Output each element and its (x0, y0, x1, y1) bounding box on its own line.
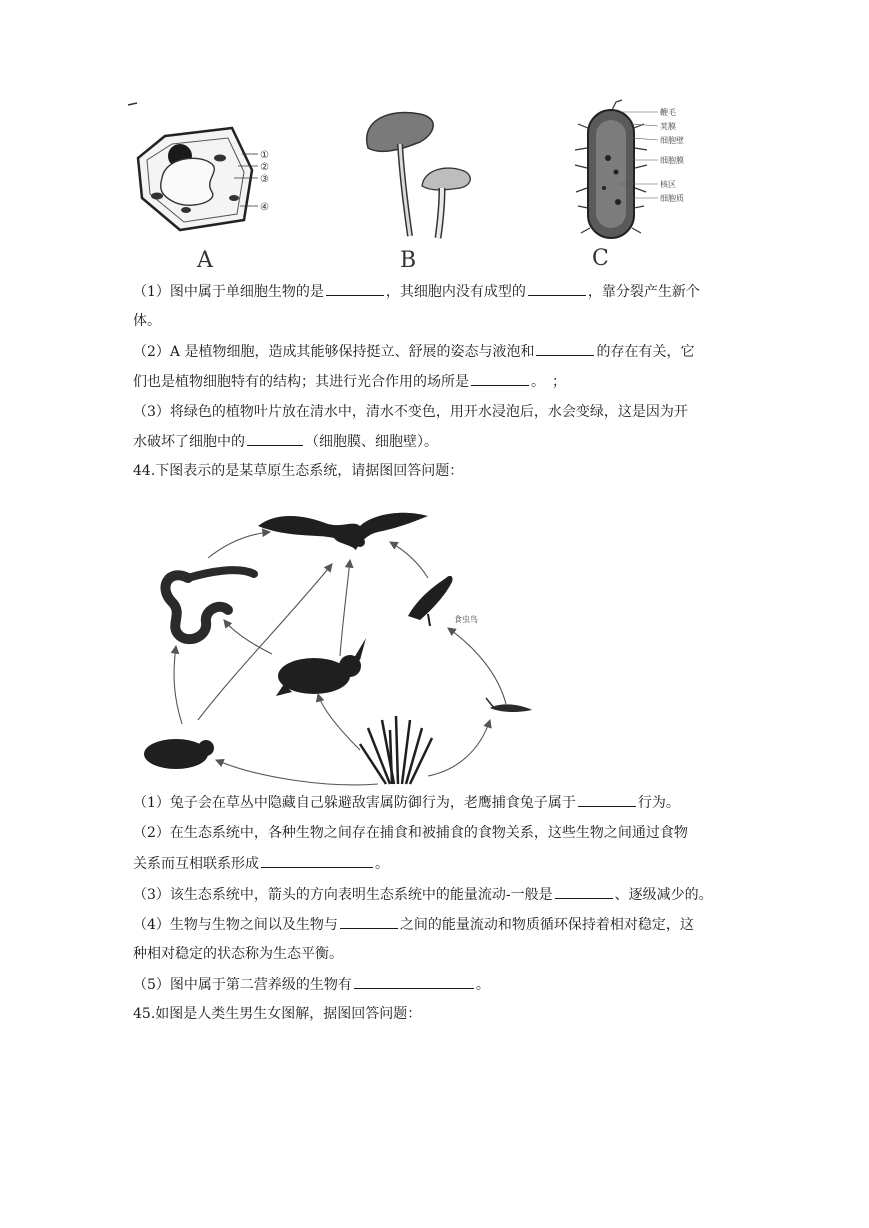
food-web-diagram (128, 498, 558, 790)
plant-cell-diagram (138, 128, 269, 230)
marker-4: ④ (260, 202, 269, 213)
answer-blank[interactable] (578, 792, 636, 807)
answer-blank[interactable] (555, 884, 613, 899)
marker-1: ① (260, 150, 269, 161)
q44-part2-line2 (133, 853, 389, 874)
q43-p1-text-a: （1）图中属于单细胞生物的是 (133, 284, 324, 300)
figure-cells (120, 98, 720, 273)
q43-p2-text-b: 的存在有关，它 (596, 344, 695, 360)
answer-blank[interactable] (536, 341, 594, 356)
figure-label-b: B (400, 248, 417, 273)
q44-p5-text-a: （5）图中属于第二营养级的生物有 (133, 977, 352, 993)
q44-p4-text-b: 之间的能量流动和物质循环保持着相对稳定，这 (399, 917, 694, 933)
q43-part3-line1: （3）将绿色的植物叶片放在清水中，清水不变色，用开水浸泡后，水会变绿，这是因为开 (133, 404, 688, 420)
q44-part5 (133, 974, 490, 995)
answer-blank[interactable] (326, 281, 384, 296)
q43-p1-text-b: ，其细胞内没有成型的 (385, 284, 526, 300)
mouse-silhouette (144, 739, 214, 769)
grass-silhouette (360, 716, 432, 784)
answer-blank[interactable] (247, 431, 303, 446)
q43-p3-text-c: （细胞膜、细胞壁）。 (305, 434, 438, 450)
label-nuclear-region: 核区 (660, 180, 676, 189)
answer-blank[interactable] (471, 371, 529, 386)
q44-part1 (133, 792, 680, 813)
q44-p1-text-a: （1）兔子会在草丛中隐藏自己躲避敌害属防御行为，老鹰捕食兔子属于 (133, 795, 576, 811)
q43-part1-line1 (133, 281, 700, 302)
q45-title: 45.如图是人类生男生女图解，据图回答问题： (133, 1006, 422, 1022)
q44-title: 44.下图表示的是某草原生态系统，请据图回答问题： (133, 463, 464, 479)
label-cell-membrane: 细胞膜 (660, 156, 684, 165)
rabbit-silhouette (276, 638, 366, 696)
answer-blank[interactable] (261, 853, 373, 868)
bacterium-diagram (575, 100, 684, 238)
label-cytoplasm: 细胞质 (660, 194, 684, 203)
grasshopper-silhouette (486, 698, 532, 712)
q43-p2-text-d: 。 ； (531, 374, 566, 390)
q44-part2-line1: （2）在生态系统中，各种生物之间存在捕食和被捕食的食物关系，这些生物之间通过食物 (133, 825, 688, 841)
q44-p2-text-c: 。 (375, 856, 389, 872)
marker-2: ② (260, 162, 269, 173)
answer-blank[interactable] (528, 281, 586, 296)
marker-3: ③ (260, 174, 269, 185)
q43-part1-line2: 体。 (133, 313, 161, 329)
q44-p4-text-a: （4）生物与生物之间以及生物与 (133, 917, 338, 933)
answer-blank[interactable] (354, 974, 474, 989)
label-cell-wall: 细胞壁 (660, 136, 684, 145)
snake-silhouette (165, 570, 254, 639)
q43-part2-line2 (133, 371, 566, 392)
q44-part4-line1 (133, 914, 694, 935)
q44-p3-text-b: 、逐级减少的。 (614, 887, 713, 903)
answer-blank[interactable] (340, 914, 398, 929)
label-capsule: 荚膜 (660, 122, 676, 131)
q43-p1-text-c: ，靠分裂产生新个 (587, 284, 700, 300)
q43-part3-line2 (133, 431, 438, 452)
q43-p3-text-b: 水破坏了细胞中的 (133, 434, 245, 450)
q43-p2-text-c: 们也是植物细胞特有的结构；其进行光合作用的场所是 (133, 374, 469, 390)
figure-label-a: A (197, 248, 213, 273)
bird-label: 食虫鸟 (454, 615, 478, 624)
mushroom-diagram (367, 112, 471, 238)
q44-p2-text-b: 关系而互相联系形成 (133, 856, 259, 872)
label-flagellum: 鞭毛 (660, 108, 676, 117)
q43-part2-line1 (133, 341, 694, 362)
q44-part4-line2: 种相对稳定的状态称为生态平衡。 (133, 946, 343, 962)
q43-p2-text-a: （2）A 是植物细胞，造成其能够保持挺立、舒展的姿态与液泡和 (133, 344, 535, 360)
q44-p1-text-b: 行为。 (637, 795, 680, 811)
q44-part3 (133, 884, 713, 905)
q44-p3-text-a: （3）该生态系统中，箭头的方向表明生态系统中的能量流动-一般是 (133, 887, 553, 903)
figure-label-c: C (592, 246, 609, 271)
eagle-silhouette (258, 513, 428, 550)
bird-silhouette (408, 576, 453, 626)
q44-p5-text-b: 。 (475, 977, 490, 993)
